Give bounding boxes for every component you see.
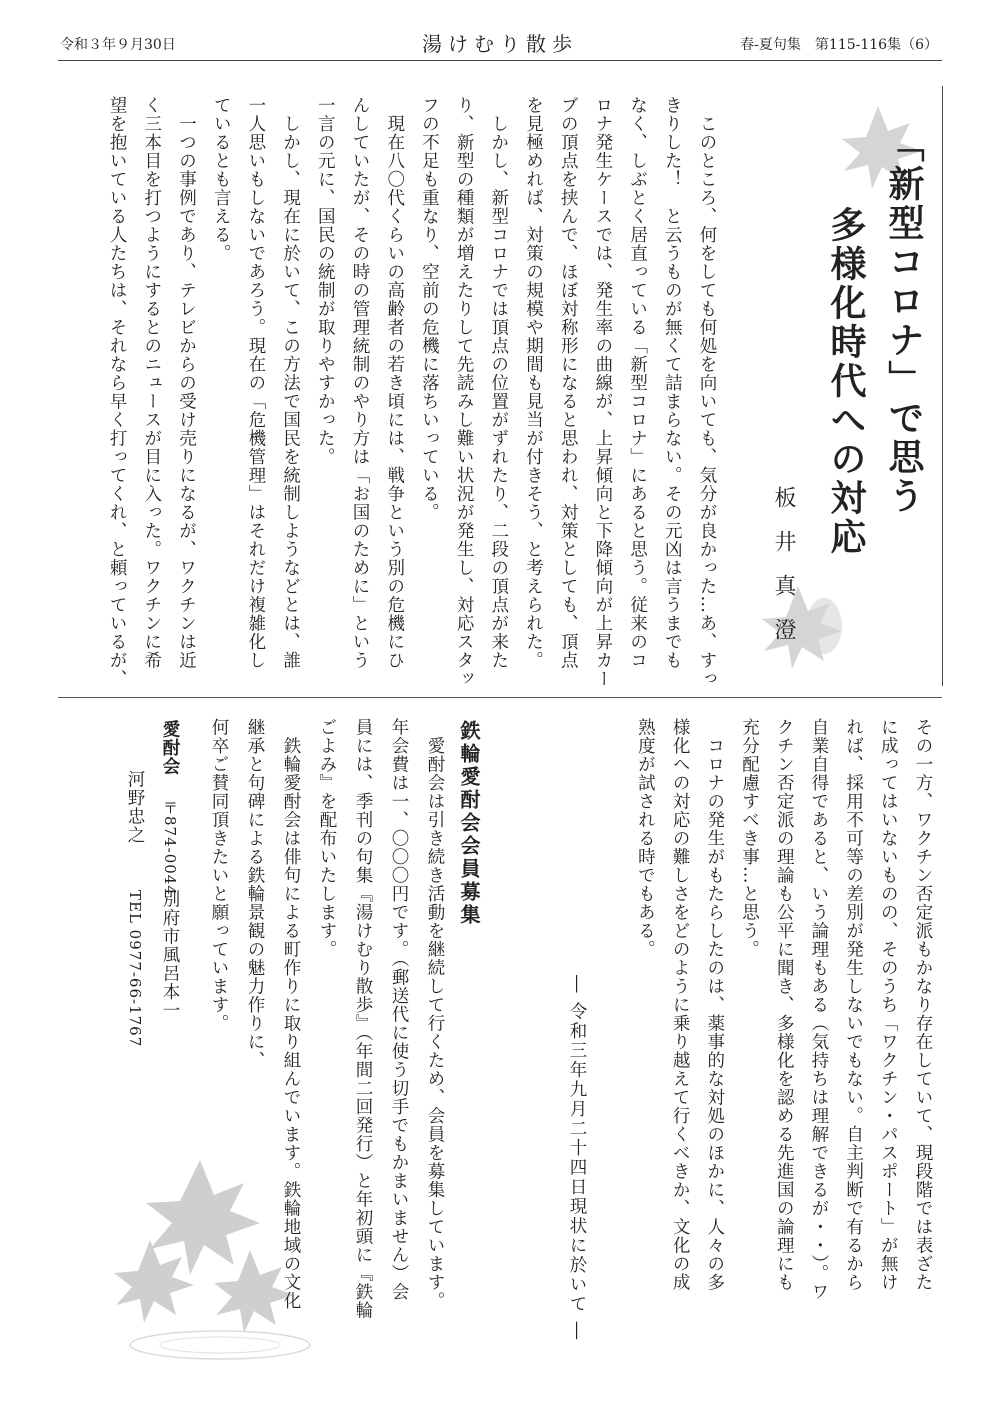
- text-column: を見極めれば、対策の規模や期間も見当が付きそう、と考えられた。: [523, 96, 544, 670]
- text-column: しかし、現在に於いて、この方法で国民を統制しようなどとは、誰: [280, 96, 301, 670]
- text-column: 充分配慮すべき事…と思う。: [739, 718, 760, 959]
- text-column: 様化への対応の難しさをどのように乗り越えて行くべきか、文化の成: [670, 718, 691, 1292]
- text-column: んしていたが、その時の管理統制のやり方は「お国のために」という: [350, 96, 370, 670]
- notice-contact: 河野忠之: [125, 770, 145, 844]
- text-column: しかし、新型コロナでは頂点の位置がずれたり、二段の頂点が来た: [488, 96, 509, 670]
- notice-org: 愛酎会: [160, 720, 180, 776]
- text-column: コロナの発生がもたらしたのは、薬事的な対処のほかに、人々の多: [704, 718, 725, 1292]
- notice-title: 鉄輪愛酎会会員募集: [457, 720, 481, 927]
- text-column: 一つの事例であり、テレビからの受け売りになるが、ワクチンは近: [176, 96, 197, 670]
- article-author: 板井真澄: [771, 486, 796, 662]
- text-column: 員には、季刊の句集『湯けむり散歩』（年間二回発行）と年初頭に『鉄輪: [353, 718, 373, 1320]
- article-dateline: ― 令和三年九月二十四日現状に於いて ―: [567, 975, 587, 1342]
- text-column: クチン否定派の理論も公平に聞き、多様化を認める先進国の論理にも: [774, 718, 795, 1292]
- text-column: 何卒ご賛同頂きたいと願っています。: [209, 718, 229, 1033]
- text-column: ごよみ』を配布いたします。: [317, 718, 337, 959]
- text-column: きりした！ と云うものが無くて詰まらない。その元凶は言うまでも: [662, 96, 683, 670]
- issue-label: 春-夏句集 第115-116集（6）: [740, 37, 938, 53]
- publication-title: 湯けむり散歩: [422, 32, 578, 56]
- text-column: 望を抱いている人たちは、それなら早く打ってくれ、と頼っているが、: [107, 96, 128, 688]
- notice-postal: 〒874-0044: [161, 800, 179, 896]
- text-column: 年会費は一、〇〇〇円です。（郵送代に使う切手でもかまいません）会: [389, 718, 409, 1302]
- text-column: フの不足も重なり、空前の危機に落ちいっている。: [419, 96, 440, 522]
- title-box: [728, 86, 943, 686]
- header-date: 令和３年９月30日: [60, 37, 176, 53]
- text-column: 愛酎会は引き続き活動を継続して行くため、会員を募集しています。: [425, 718, 445, 1310]
- text-column: 一言の元に、国民の統制が取りやすかった。: [315, 96, 336, 466]
- section-divider: [58, 697, 942, 698]
- maple-leaves-icon: [110, 1130, 330, 1370]
- text-column: 継承と句碑による鉄輪景観の魅力作りに、: [245, 718, 265, 1070]
- text-column: このところ、何をしても何処を向いても、気分が良かった…あ、すっ: [697, 96, 717, 688]
- article-title-line2: 多様化時代への対応: [825, 206, 866, 557]
- text-column: 鉄輪愛酎会は俳句による町作りに取り組んでいます。鉄輪地域の文化: [281, 718, 301, 1310]
- text-column: 現在八〇代くらいの高齢者の若き頃には、戦争という別の危機にひ: [384, 96, 405, 670]
- text-column: り、新型の種類が増えたりして先読みし難い状況が発生し、対応スタッ: [454, 96, 475, 688]
- text-column: 熟度が試される時でもある。: [635, 718, 656, 959]
- text-column: 一人思いもしないであろう。現在の「危機管理」はそれだけ複雑化し: [245, 96, 266, 670]
- notice-tel: TEL 0977-66-1767: [126, 890, 144, 1048]
- text-column: 自業自得であると、いう論理もある（気持ちは理解できるが・・）。ワ: [808, 718, 829, 1302]
- text-column: ているとも言える。: [211, 96, 232, 263]
- text-column: ブの頂点を挟んで、ほぼ対称形になると思われ、対策としても、頂点: [558, 96, 579, 670]
- article-title-line1: 「新型コロナ」で思う: [883, 126, 924, 516]
- notice-address: 別府市風呂本一: [160, 890, 180, 1020]
- text-column: れば、採用不可等の差別が発生しないでもない。自主判断で有るから: [843, 718, 864, 1292]
- text-column: その一方、ワクチン否定派もかなり存在していて、現段階では表ざた: [913, 718, 933, 1292]
- text-column: ロナ発生ケースでは、発生率の曲線が、上昇傾向と下降傾向が上昇カー: [592, 96, 613, 688]
- text-column: に成ってはいないものの、そのうち「ワクチン・パスポート」が無け: [878, 718, 899, 1292]
- text-column: く三本目を打つようにするとのニュースが目に入った。ワクチンに希: [141, 96, 162, 670]
- header-rule: [58, 60, 942, 61]
- text-column: なく、しぶとく居直っている「新型コロナ」にあると思う。従来のコ: [627, 96, 648, 670]
